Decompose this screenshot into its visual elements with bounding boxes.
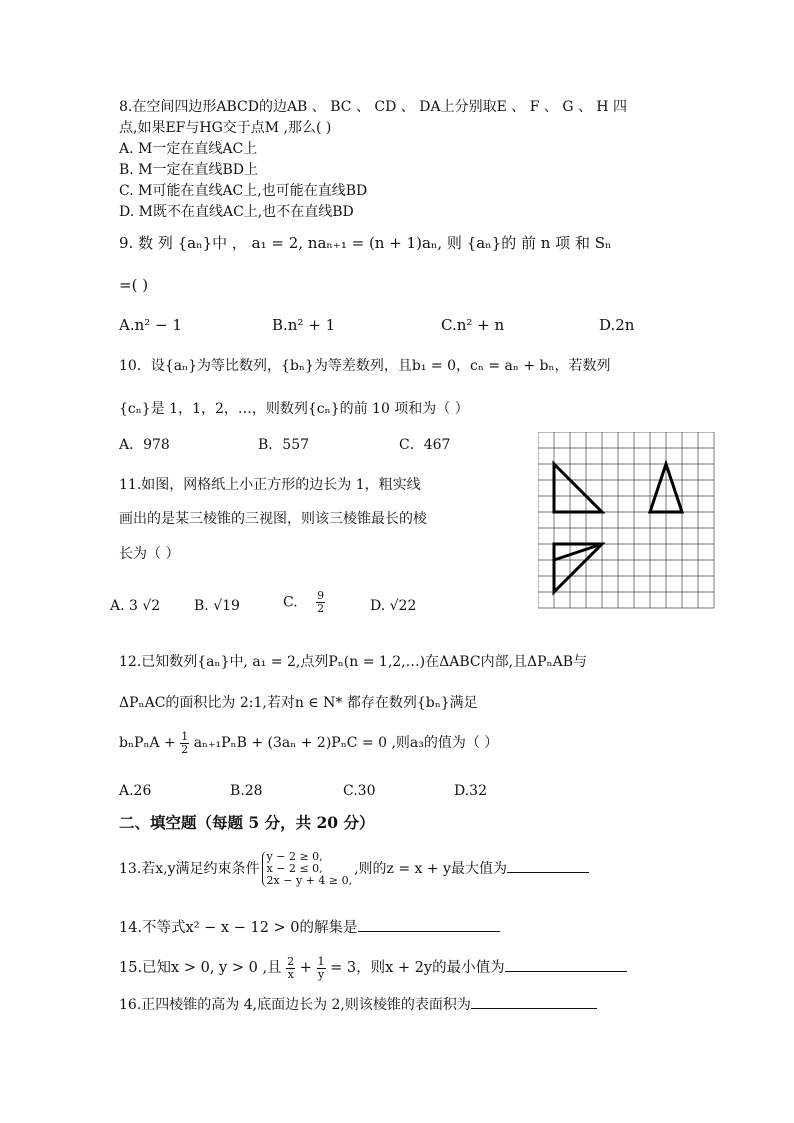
- q15-prefix: 15.已知x > 0, y > 0 ,且: [119, 960, 282, 976]
- q15-fraction-1: [286, 956, 295, 981]
- q10-stem-line2: {cₙ}是 1，1，2，…，则数列{cₙ}的前 10 项和为（ ）: [119, 401, 469, 417]
- section-2-heading: 二、填空题（每题 5 分，共 20 分）: [119, 813, 375, 832]
- q14-answer-blank[interactable]: [358, 917, 500, 932]
- q11-stem-line2: 画出的是某三棱锥的三视图，则该三棱锥最长的棱: [119, 511, 427, 527]
- q12-option-b: B.28: [230, 783, 263, 799]
- q13-prefix: 13.若x,y满足约束条件: [119, 861, 260, 877]
- q12-option-c: C.30: [343, 783, 376, 799]
- q11-option-c-label: C.: [283, 594, 298, 611]
- q15-fraction-1-den: x: [287, 967, 294, 981]
- q9-option-a: A.n² − 1: [119, 316, 182, 334]
- q11-stem-line3: 长为（ ）: [119, 546, 180, 562]
- q15-fraction-1-num: 2: [287, 954, 295, 968]
- q12-stem-line2: ΔPₙAC的面积比为 2:1,若对n ∈ N* 都存在数列{bₙ}满足: [119, 695, 478, 711]
- q9-option-b: B.n² + 1: [272, 316, 336, 334]
- three-view-grid-figure: [538, 432, 716, 610]
- q13-line: [119, 846, 589, 892]
- q11-option-a: A. 3 √2: [110, 598, 161, 614]
- q11-option-d: D. √22: [370, 598, 417, 614]
- q8-option-c: C. M可能在直线AC上,也可能在直线BD: [119, 183, 368, 199]
- q8-stem-line2: 点,如果EF与HG交于点M ,那么( ): [119, 120, 332, 136]
- q11-option-c-numerator: 9: [317, 589, 325, 602]
- q16-answer-blank[interactable]: [471, 994, 597, 1009]
- q11-option-b: B. √19: [194, 598, 240, 614]
- q11-option-c-denominator: 2: [317, 602, 325, 615]
- q9-stem-line2: =( ): [119, 276, 149, 294]
- q13-constraint-3: 2x − y + 4 ≥ 0,: [266, 874, 353, 887]
- q15-suffix: = 3，则x + 2y的最小值为: [330, 960, 505, 976]
- q9-option-d: D.2n: [599, 316, 635, 334]
- q9-stem-line1: 9. 数 列 {aₙ}中 ， a₁ = 2, naₙ₊₁ = (n + 1)aₙ, 则 {aₙ}的 前 n 项 和 Sₙ: [119, 234, 612, 252]
- front-view-triangle: [554, 464, 602, 512]
- q12-option-a: A.26: [119, 783, 152, 799]
- q11-option-c: [283, 590, 325, 615]
- q12-vector-equation: [119, 728, 498, 758]
- q11-option-c-fraction: [316, 590, 325, 615]
- q16-text: 16.正四棱锥的高为 4,底面边长为 2,则该棱锥的表面积为: [119, 997, 471, 1013]
- q10-option-a: A．978: [119, 437, 170, 453]
- q12-expr-fraction-den: 2: [181, 742, 189, 756]
- q16-line: [119, 994, 597, 1014]
- q14-text: 14.不等式x² − x − 12 > 0的解集是: [119, 920, 358, 936]
- q8-option-b: B. M一定在直线BD上: [119, 162, 259, 178]
- q15-line: [119, 950, 627, 986]
- q12-expr-part-a: bₙPₙA +: [119, 735, 176, 751]
- q15-plus: +: [299, 960, 312, 976]
- q12-expr-fraction-num: 1: [181, 729, 189, 743]
- q10-stem-line1: 10．设{aₙ}为等比数列，{bₙ}为等差数列，且b₁ = 0，cₙ = aₙ + bₙ，若数列: [119, 358, 611, 374]
- q13-constraint-2: x − 2 ≤ 0,: [266, 862, 323, 875]
- q12-expr-part-b: aₙ₊₁PₙB + (3aₙ + 2)PₙC = 0 ,则a₃的值为（ ）: [193, 735, 499, 751]
- q12-expr-fraction: [180, 731, 189, 756]
- q11-stem-line1: 11.如图，网格纸上小正方形的边长为 1，粗实线: [119, 477, 421, 493]
- q12-stem-line1: 12.已知数列{aₙ}中, a₁ = 2,点列Pₙ(n = 1,2,…)在ΔABC内部,且ΔPₙAB与: [119, 654, 588, 670]
- q13-constraint-system: [262, 851, 353, 887]
- q13-constraint-1: y − 2 ≥ 0,: [266, 850, 323, 863]
- q8-option-a: A. M一定在直线AC上: [119, 141, 258, 157]
- q13-answer-blank[interactable]: [507, 858, 589, 873]
- q12-option-d: D.32: [454, 783, 487, 799]
- q10-option-c: C．467: [399, 437, 451, 453]
- q8-option-d: D. M既不在直线AC上,也不在直线BD: [119, 204, 354, 220]
- q15-fraction-2-num: 1: [317, 954, 325, 968]
- q8-stem-line1: 8.在空间四边形ABCD的边AB 、 BC 、 CD 、 DA上分别取E 、 F 、 G 、 H 四: [119, 99, 628, 115]
- q13-suffix: ,则的z = x + y最大值为: [354, 861, 507, 877]
- q15-fraction-2-den: y: [317, 967, 325, 981]
- q14-line: [119, 917, 500, 937]
- q9-option-c: C.n² + n: [441, 316, 505, 334]
- q10-option-b: B．557: [258, 437, 310, 453]
- q15-answer-blank[interactable]: [505, 957, 627, 972]
- q15-fraction-2: [317, 956, 326, 981]
